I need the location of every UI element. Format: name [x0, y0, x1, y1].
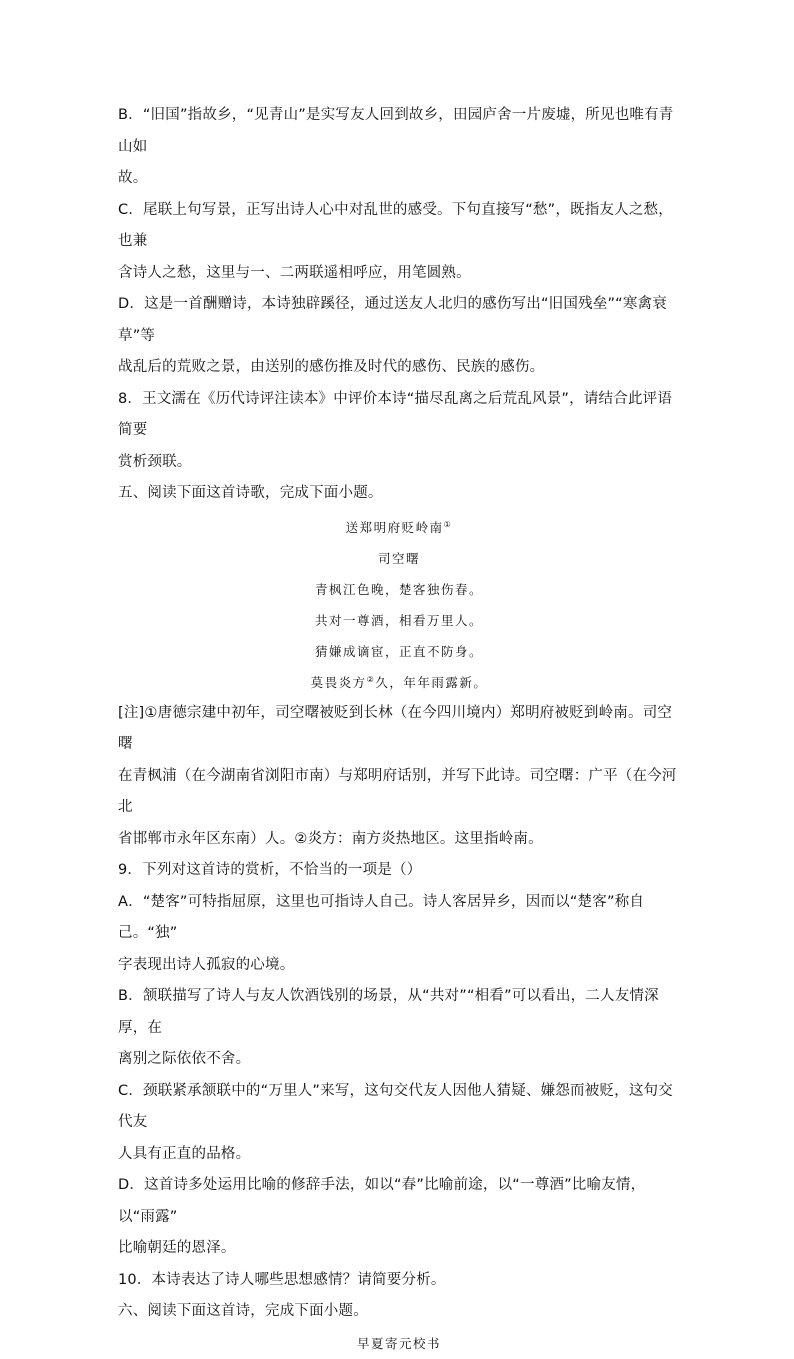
- poem-1-line-4-part-a: 莫畏炎方: [310, 674, 367, 690]
- poem-1-line-2: 共对一尊酒，相看万里人。: [314, 612, 483, 628]
- q9-option-b-line-1: B．颔联描写了诗人与友人饮酒饯别的场景，从“共对”“相看”可以看出，二人友情深厚，在: [118, 988, 659, 1036]
- question-8-line-2: 赏析颈联。: [118, 453, 192, 470]
- q9-option-a-line-1: A．“楚客”可特指屈原，这里也可指诗人自己。诗人客居异乡，因而以“楚客”称自己。“独”: [118, 893, 645, 941]
- question-9-stem: 9．下列对这首诗的赏析，不恰当的一项是（）: [118, 862, 422, 878]
- poem-1-line-1: 青枫江色晚，楚客独伤春。: [314, 581, 483, 597]
- poem-1-line-4: [118, 667, 680, 698]
- poem-1-title-text: 送郑明府贬岭南: [345, 519, 444, 535]
- q9-option-c-line-1: C．颈联紧承颔联中的“万里人”来写，这句交代友人因他人猜疑、嫌怨而被贬，这句交代友: [118, 1082, 673, 1130]
- section-6-heading: 六、阅读下面这首诗，完成下面小题。: [118, 1303, 368, 1319]
- option-b-line-2: 故。: [118, 170, 148, 186]
- option-c-line-2: 含诗人之愁，这里与一、二两联遥相呼应，用笔圆熟。: [118, 264, 471, 281]
- q9-option-a-line-2: 字表现出诗人孤寂的心境。: [118, 956, 295, 973]
- poem-1-line-4-part-b: 久，年年雨露新。: [375, 674, 488, 690]
- notes-line-3: 省邯郸市永年区东南）人。②炎方：南方炎热地区。这里指岭南。: [118, 830, 543, 847]
- option-d-line-1: D．这是一首酬赠诗，本诗独辟蹊径，通过送友人北归的感伤写出“旧国残垒”“寒禽衰草”等: [118, 296, 667, 344]
- section-5-heading: 五、阅读下面这首诗歌，完成下面小题。: [118, 485, 383, 501]
- question-10: 10．本诗表达了诗人哪些思想感情？请简要分析。: [118, 1271, 446, 1288]
- question-8-line-1: 8．王文濡在《历代诗评注读本》中评价本诗“描尽乱离之后荒乱风景”，请结合此评语简要: [118, 390, 673, 438]
- poem-1-author: 司空曙: [377, 550, 420, 566]
- q9-option-c-line-2: 人具有正直的品格。: [118, 1145, 251, 1162]
- footnote-marker-1: ①: [443, 519, 453, 529]
- q9-option-d-line-2: 比喻朝廷的恩泽。: [118, 1240, 236, 1256]
- notes-line-2: 在青枫浦（在今湖南省浏阳市南）与郑明府话别，并写下此诗。司空曙：广平（在今河北: [118, 767, 677, 815]
- q9-option-d-line-1: D．这首诗多处运用比喻的修辞手法，如以“春”比喻前途，以“一尊酒”比喻友情，以“雨露”: [118, 1177, 646, 1225]
- poem-1-line-3: 猜嫌成谪宦，正直不防身。: [314, 643, 483, 659]
- option-b-line-1: B．“旧国”指故乡，“见青山”是实写友人回到故乡，田园庐舍一片废墟，所见也唯有青山如: [118, 107, 674, 155]
- option-d-line-2: 战乱后的荒败之景，由送别的感伤推及时代的感伤、民族的感伤。: [118, 359, 545, 375]
- poem-1-title: [118, 512, 680, 543]
- option-c-line-1: C．尾联上句写景，正写出诗人心中对乱世的感受。下句直接写“愁”，既指友人之愁，也兼: [118, 201, 673, 249]
- notes-line-1: [注]①唐德宗建中初年，司空曙被贬到长林（在今四川境内）郑明府被贬到岭南。司空曙: [118, 704, 673, 752]
- footnote-marker-2: ②: [366, 674, 376, 684]
- document-page: [118, 100, 680, 1359]
- q9-option-b-line-2: 离别之际依依不舍。: [118, 1051, 251, 1067]
- poem-2-title: 早夏寄元校书: [356, 1335, 441, 1351]
